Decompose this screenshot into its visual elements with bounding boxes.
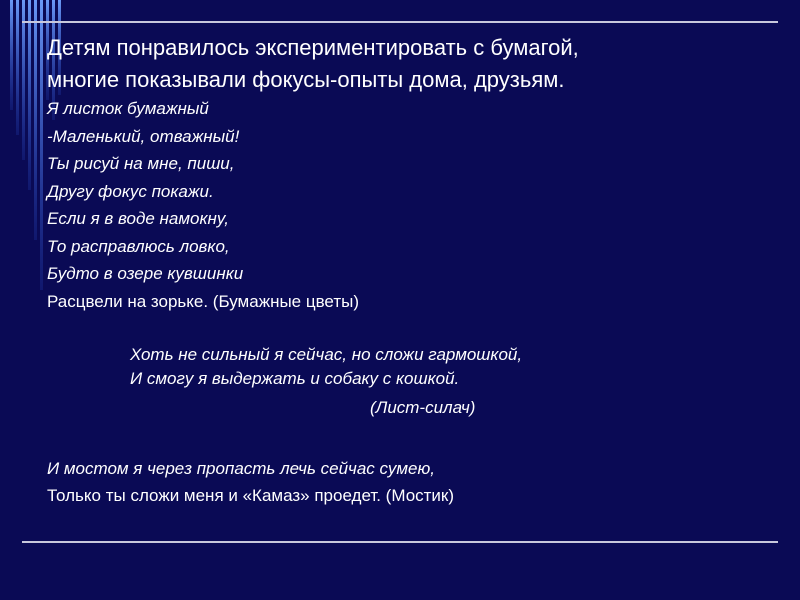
poem-riddle-flowers (47, 95, 359, 315)
riddle-line: Только ты сложи меня и «Камаз» проедет. (Мостик) (47, 486, 455, 505)
heading-line-1: Детям понравилось экспериментировать с бумагой, (47, 35, 579, 60)
riddle-line: Хоть не сильный я сейчас, но сложи гармошкой, (130, 345, 523, 364)
poem-line: Другу фокус покажи. (47, 181, 214, 201)
poem-line: Если я в воде намокну, (47, 209, 229, 228)
poem-line: Я листок бумажный (47, 99, 209, 118)
heading-line-2: многие показывали фокусы-опыты дома, друзьям. (47, 67, 565, 92)
riddle-strong-sheet (130, 343, 522, 391)
riddle-bridge (47, 455, 454, 509)
poem-line: То расправлюсь ловко, (47, 236, 230, 256)
poem-line: Расцвели на зорьке. (Бумажные цветы) (47, 291, 359, 311)
riddle-line: И смогу я выдержать и собаку с кошкой. (130, 369, 460, 388)
poem-line: Будто в озере кувшинки (47, 264, 244, 283)
riddle-line: И мостом я через пропасть лечь сейчас сумею, (47, 459, 435, 478)
poem-line: -Маленький, отважный! (47, 126, 240, 146)
poem-line: Ты рисуй на мне, пиши, (47, 154, 235, 173)
riddle-answer: (Лист-силач) (370, 398, 476, 417)
slide-heading (47, 32, 767, 96)
